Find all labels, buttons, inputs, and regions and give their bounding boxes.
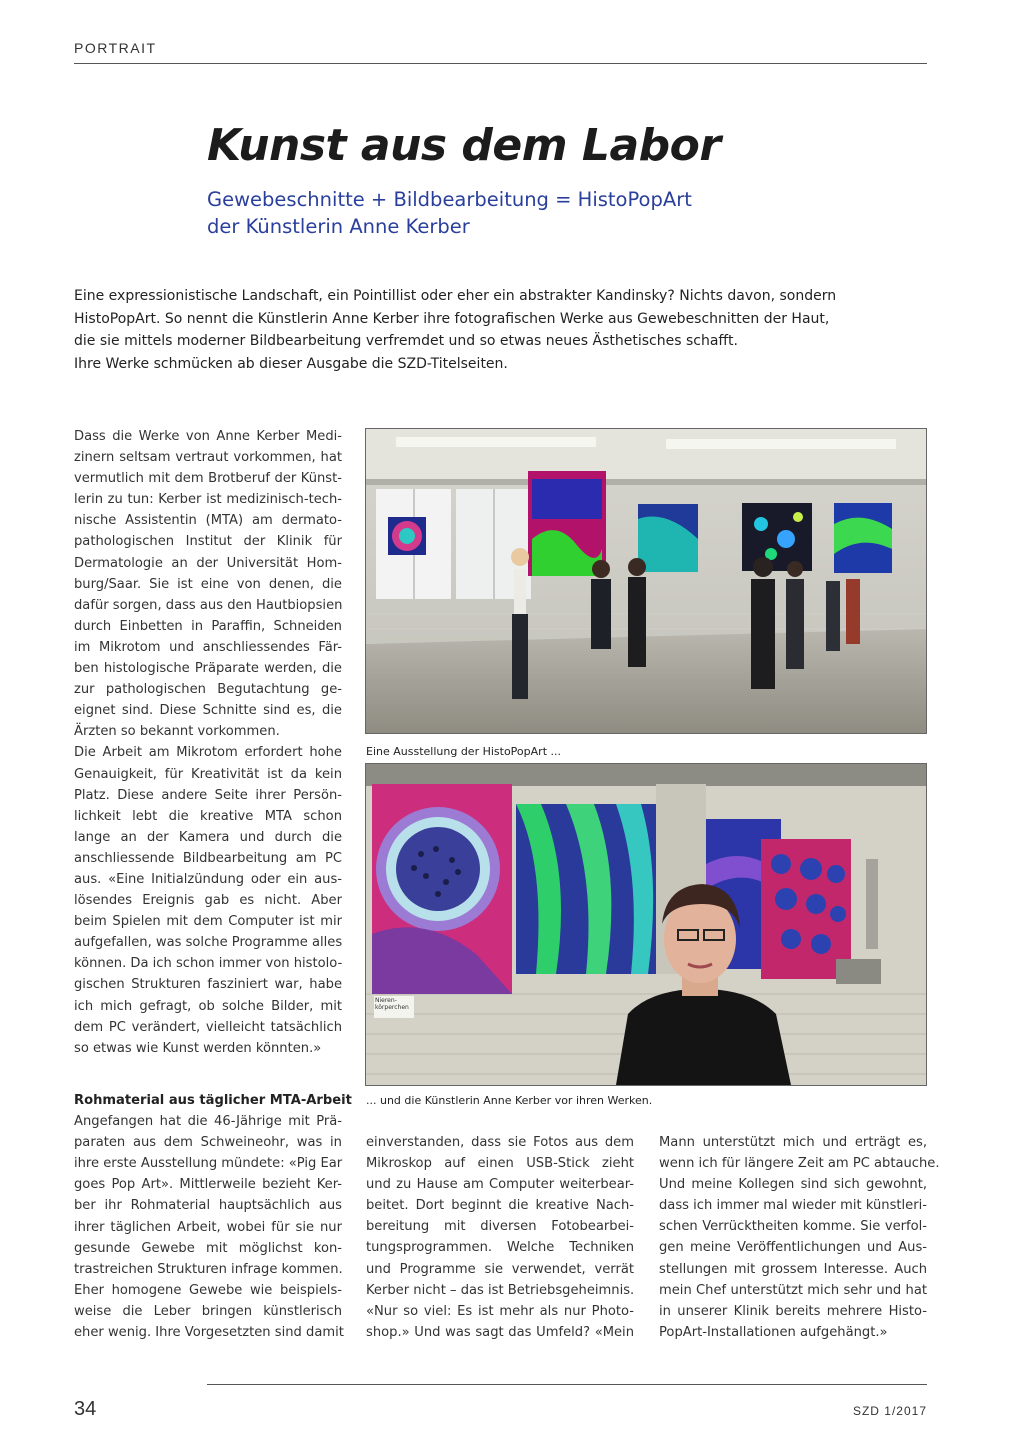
issue-label: SZD 1/2017 (852, 1404, 927, 1418)
exhibition-photo-caption: Eine Ausstellung der HistoPopArt ... (366, 745, 561, 758)
top-rule (74, 63, 927, 64)
artist-photo-caption: ... und die Künstlerin Anne Kerber vor ihren Werken. (366, 1094, 653, 1107)
body-text-line: weise die Leber bringen künstlerisch (74, 1303, 342, 1319)
body-text-line: im Mikrotom und anschliessendes Fär- (74, 639, 342, 655)
body-text-line: shop.» Und was sagt das Umfeld? «Mein (366, 1324, 634, 1340)
body-text-line: beitet. Dort beginnt die kreative Nach- (366, 1198, 634, 1214)
body-text-line: eignet sind. Diese Schnitte sind es, die (74, 703, 342, 719)
bottom-rule (207, 1384, 927, 1385)
body-text-line: Dass die Werke von Anne Kerber Medi- (74, 429, 342, 444)
body-text-line: stellungen mit grossem Interesse. Auch (659, 1261, 927, 1277)
lead-paragraph (74, 285, 927, 375)
body-text-line: aufgefallen, was solche Programme alles (74, 935, 343, 951)
body-text-line: schen Verrücktheiten komme. Sie verfol- (659, 1219, 927, 1235)
body-text-line: können. Da ich schon immer von histolo- (74, 956, 343, 972)
body-text-line: Ärzten so bekannt vorkommen. (74, 724, 280, 740)
body-text-line: ber ihr Rohmaterial hauptsächlich aus (74, 1198, 342, 1214)
section-label: PORTRAIT (74, 40, 157, 56)
artwork-label-sign (375, 997, 413, 1011)
exhibition-photo (365, 428, 927, 734)
article-subtitle (207, 186, 847, 240)
body-text-line: und Programme sie verwendet, verrät (366, 1261, 634, 1277)
body-text-line: in unserer Klinik bereits mehrere Histo- (659, 1303, 927, 1319)
artist-photo-image (366, 764, 926, 1085)
body-text-line: lösendes Ereignis gab es nicht. Aber (74, 893, 342, 909)
body-text-line: einverstanden, dass sie Fotos aus dem (366, 1135, 634, 1150)
artwork-label-line: körperchen (375, 1004, 409, 1011)
body-text-line: zinern seltsam vertraut vorkommen, hat (74, 450, 342, 466)
body-text-line: mein Chef unterstützt mich sehr und hat (659, 1282, 927, 1298)
body-text-line: dafür sorgen, dass aus den Hautbiopsien (74, 597, 343, 613)
body-text-line: trastreichen Strukturen infrage kommen. (74, 1261, 343, 1277)
page-number: 34 (74, 1398, 97, 1420)
section-heading: Rohmaterial aus täglicher MTA-Arbeit (74, 1093, 352, 1108)
body-text-line: wenn ich für längere Zeit am PC abtauche. (659, 1156, 940, 1172)
body-text-line: Dermatologie an der Universität Hom- (74, 555, 342, 571)
lead-line: Ihre Werke schmücken ab dieser Ausgabe die SZD-Titelseiten. (74, 355, 508, 372)
body-text-line: «Nur so viel: Es ist mehr als nur Photo- (366, 1303, 634, 1319)
body-column-right (659, 1132, 940, 1343)
body-text-line: Und meine Kollegen sind sich gewohnt, (659, 1177, 927, 1193)
body-column-left (74, 426, 342, 1059)
body-text-line: so etwas wie Kunst werden könnten.» (74, 1040, 322, 1056)
body-text-line: Angefangen hat die 46-Jährige mit Prä- (74, 1114, 342, 1130)
subtitle-line: der Künstlerin Anne Kerber (207, 215, 470, 238)
body-text-line: paraten aus dem Schweineohr, was in (74, 1135, 342, 1151)
body-text-line: tungsprogrammen. Welche Techniken (366, 1240, 634, 1256)
body-text-line: gesunde Gewebe mit möglichst kon- (74, 1240, 342, 1256)
body-text-line: ihrer täglichen Arbeit, wobei für sie nur (74, 1219, 342, 1235)
body-text-line: Genauigkeit, für Kreativität ist da kein (74, 766, 342, 782)
body-text-line: beim Spielen mit dem Computer ist mir (74, 914, 342, 930)
body-text-line: gen meine Veröffentlichungen und Aus- (659, 1240, 927, 1256)
body-text-line: ihre erste Ausstellung mündete: «Pig Ear (74, 1156, 343, 1172)
body-text-line: lerin zu tun: Kerber ist medizinisch-tech- (74, 492, 342, 508)
lead-line: Eine expressionistische Landschaft, ein Pointillist oder eher ein abstrakter Kandinsky? Nichts davon, sondern (74, 288, 837, 304)
article-title: Kunst aus dem Labor (207, 120, 721, 171)
body-text-line: lichkeit lebt die kreative MTA schon (74, 808, 342, 824)
body-text-line: eher wenig. Ihre Vorgesetzten sind damit (74, 1325, 344, 1341)
body-text-line: gischen Strukturen fasziniert war, habe (74, 977, 342, 993)
body-text-line: dem PC verändert, vielleicht tatsächlich (74, 1019, 342, 1035)
artist-photo (365, 763, 927, 1086)
body-text-line: zur pathologischen Begutachtung ge- (74, 682, 342, 698)
body-column-left-continued (74, 1090, 352, 1343)
body-text-line: pathologischen Institut der Klinik für (74, 534, 342, 550)
body-text-line: Mikroskop auf einen USB-Stick zieht (366, 1156, 634, 1172)
body-text-line: anschliessende Bildbearbeitung am PC (74, 850, 342, 866)
body-text-line: durch Einbetten in Paraffin, Schneiden (74, 618, 342, 634)
body-text-line: ben histologische Präparate werden, die (74, 661, 342, 677)
body-text-line: nische Assistentin (MTA) am dermato- (74, 513, 342, 529)
body-text-line: aus. «Eine Initialzündung oder ein aus- (74, 871, 342, 887)
exhibition-photo-image (366, 429, 926, 733)
body-text-line: dass ich immer mal wieder mit künstleri- (659, 1198, 927, 1214)
body-text-line: goes Pop Art». Mittlerweile bezieht Ker- (74, 1177, 342, 1193)
body-text-line: Kerber nicht – das ist Betriebsgeheimnis. (366, 1282, 635, 1298)
lead-line: HistoPopArt. So nennt die Künstlerin Anne Kerber ihre fotografischen Werke aus Gewebeschnitten der Haut, (74, 310, 830, 327)
lead-line: die sie mittels moderner Bildbearbeitung verfremdet und so etwas neues Ästhetisches schafft. (74, 333, 738, 349)
body-text-line: PopArt-Installationen aufgehängt.» (659, 1324, 888, 1340)
body-text-line: lange an der Kamera und durch die (74, 829, 342, 845)
body-text-line: Eher homogene Gewebe wie beispiels- (74, 1282, 342, 1298)
subtitle-line: Gewebeschnitte + Bildbearbeitung = HistoPopArt (207, 188, 692, 211)
body-text-line: Die Arbeit am Mikrotom erfordert hohe (74, 745, 342, 761)
body-text-line: Platz. Diese andere Seite ihrer Persön- (74, 787, 342, 803)
body-text-line: ich mich gefragt, ob solche Bilder, mit (74, 998, 342, 1014)
artwork-label-line: Nieren- (375, 997, 397, 1004)
body-text-line: Mann unterstützt mich und erträgt es, (659, 1135, 927, 1150)
body-text-line: burg/Saar. Sie ist eine von denen, die (74, 576, 342, 592)
body-text-line: und zu Hause am Computer weiterbear- (366, 1177, 634, 1193)
body-column-middle (366, 1132, 634, 1343)
body-text-line: bereitung mit diversen Fotobearbei- (366, 1219, 634, 1235)
body-text-line: vermutlich mit dem Brotberuf der Künst- (74, 471, 342, 487)
